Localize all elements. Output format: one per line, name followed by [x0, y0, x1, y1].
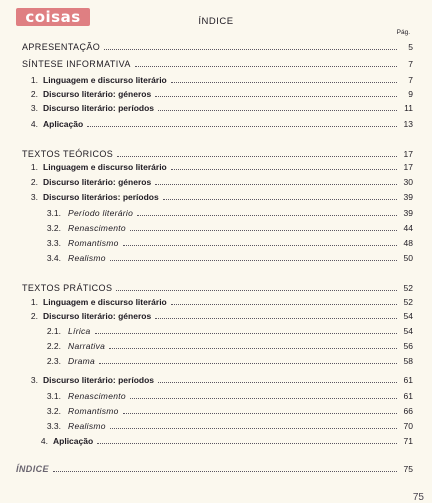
dot-leader [171, 296, 397, 305]
toc-entry-label: Discurso literário: géneros [43, 177, 152, 187]
dot-leader [135, 58, 397, 67]
toc-entry-label: Linguagem e discurso literário [43, 75, 167, 85]
toc-entry-page: 54 [403, 326, 413, 336]
toc-entry [22, 282, 413, 294]
toc-entry-number: 2.2. [46, 341, 61, 351]
toc-entry [22, 374, 413, 386]
toc-entry-page: 56 [403, 341, 413, 351]
toc-entry-label: Discurso literário: géneros [43, 311, 152, 321]
toc-entry-label: Discurso literário: períodos [43, 103, 154, 113]
toc-entry [22, 88, 413, 100]
toc-entry [22, 41, 413, 53]
toc-entry-number: 3.2. [46, 223, 61, 233]
dot-leader [99, 355, 397, 364]
toc-entry-page: 54 [403, 311, 413, 321]
dot-leader [116, 282, 397, 291]
dot-leader [158, 102, 397, 111]
toc-entry [44, 340, 413, 352]
toc-entry-label: Drama [68, 356, 96, 366]
dot-leader [158, 374, 397, 383]
dot-leader [123, 405, 397, 414]
dot-leader [137, 207, 397, 216]
toc-entry [22, 58, 413, 70]
page-number: 75 [412, 492, 424, 503]
toc-entry [44, 355, 413, 367]
toc-entry [22, 161, 413, 173]
toc-entry-label: Romantismo [68, 406, 119, 416]
toc-entry-page: 52 [403, 283, 413, 293]
toc-entry-page: 71 [403, 436, 413, 446]
toc-entry-page: 66 [403, 406, 413, 416]
toc-entry [44, 222, 413, 234]
dot-leader [110, 252, 397, 261]
toc-entry-label: ÍNDICE [16, 464, 49, 474]
toc-entry-label: SÍNTESE INFORMATIVA [22, 59, 131, 69]
dot-leader [130, 390, 397, 399]
dot-leader [53, 463, 397, 472]
toc-entry-label: TEXTOS PRÁTICOS [22, 283, 113, 293]
toc-entry [22, 102, 413, 114]
toc-entry-label: Realismo [68, 421, 106, 431]
toc-entry-page: 5 [408, 42, 413, 52]
toc-entry [44, 252, 413, 264]
toc-entry-number: 2. [30, 89, 38, 99]
toc-entry [22, 296, 413, 308]
toc-entry-page: 61 [403, 375, 413, 385]
toc-entry [44, 237, 413, 249]
toc-entry-label: Narrativa [68, 341, 106, 351]
toc-entry-number: 1. [30, 75, 38, 85]
dot-leader [87, 118, 397, 127]
toc-entry [44, 390, 413, 402]
toc-entry [44, 207, 413, 219]
dot-leader [117, 148, 397, 157]
dot-leader [97, 435, 397, 444]
toc-entry-page: 13 [403, 119, 413, 129]
toc-entry-page: 58 [403, 356, 413, 366]
logo-text: coisas [25, 8, 81, 26]
toc-entry-page: 75 [403, 464, 413, 474]
toc-entry-page: 50 [403, 253, 413, 263]
dot-leader [155, 88, 397, 97]
dot-leader [155, 310, 397, 319]
dot-leader [163, 191, 397, 200]
toc-entry-number: 4. [40, 436, 48, 446]
toc-entry-label: Discurso literário: períodos [43, 375, 154, 385]
toc-entry-label: Romantismo [68, 238, 119, 248]
toc-entry-page: 44 [403, 223, 413, 233]
toc-entry [32, 435, 413, 447]
toc-entry-number: 2.1. [46, 326, 61, 336]
toc-entry-number: 3. [30, 103, 38, 113]
toc-entry-page: 30 [403, 177, 413, 187]
toc-entry-label: Renascimento [68, 223, 126, 233]
toc-entry-page: 11 [404, 103, 413, 113]
dot-leader [95, 325, 397, 334]
toc-entry-number: 2.3. [46, 356, 61, 366]
toc-entry [44, 405, 413, 417]
toc-entry [44, 420, 413, 432]
toc-entry-page: 61 [403, 391, 413, 401]
toc-entry-page: 48 [403, 238, 413, 248]
toc-entry [22, 74, 413, 86]
toc-entry-label: Período literário [68, 208, 134, 218]
toc-entry-number: 3. [30, 375, 38, 385]
toc-entry-number: 1. [30, 297, 38, 307]
toc-entry-number: 1. [30, 162, 38, 172]
dot-leader [171, 161, 397, 170]
toc-entry-page: 7 [408, 59, 413, 69]
toc-entry-number: 3.2. [46, 406, 61, 416]
page-column-label: Pág. [396, 29, 410, 36]
toc-entry-label: Renascimento [68, 391, 126, 401]
dot-leader [110, 420, 397, 429]
toc-entry-label: Aplicação [53, 436, 94, 446]
toc-entry-page: 70 [403, 421, 413, 431]
page-title: ÍNDICE [198, 16, 234, 27]
toc-entry-number: 3.3. [46, 421, 61, 431]
toc-entry [44, 325, 413, 337]
toc-entry-page: 9 [408, 89, 413, 99]
dot-leader [130, 222, 397, 231]
dot-leader [171, 74, 397, 83]
toc-entry-number: 3.1. [46, 208, 61, 218]
toc-entry-number: 3. [30, 192, 38, 202]
toc-entry-page: 17 [403, 162, 413, 172]
toc-entry-label: Discurso literários: períodos [43, 192, 159, 202]
toc-entry-label: Discurso literário: géneros [43, 89, 152, 99]
toc-entry-label: Linguagem e discurso literário [43, 297, 167, 307]
toc-entry [22, 118, 413, 130]
toc-entry-label: Linguagem e discurso literário [43, 162, 167, 172]
toc-entry [22, 310, 413, 322]
toc-entry-number: 4. [30, 119, 38, 129]
toc-entry-number: 3.4. [46, 253, 61, 263]
toc-entry-page: 52 [403, 297, 413, 307]
toc-entry-label: Aplicação [43, 119, 84, 129]
toc-entry-page: 39 [403, 192, 413, 202]
toc-entry-page: 7 [408, 75, 413, 85]
toc-entry-label: TEXTOS TEÓRICOS [22, 149, 114, 159]
toc-entry-label: APRESENTAÇÃO [22, 42, 101, 52]
toc-entry-page: 39 [403, 208, 413, 218]
dot-leader [109, 340, 397, 349]
toc-entry [22, 191, 413, 203]
dot-leader [155, 176, 397, 185]
toc-entry-number: 2. [30, 177, 38, 187]
toc-entry-number: 3.1. [46, 391, 61, 401]
toc-entry [16, 463, 413, 475]
toc-entry-label: Lírica [68, 326, 91, 336]
toc-entry-number: 2. [30, 311, 38, 321]
dot-leader [104, 41, 397, 50]
toc-entry [22, 148, 413, 160]
toc-entry-number: 3.3. [46, 238, 61, 248]
toc-entry-label: Realismo [68, 253, 106, 263]
toc-entry [22, 176, 413, 188]
dot-leader [123, 237, 397, 246]
toc-entry-page: 17 [403, 149, 413, 159]
